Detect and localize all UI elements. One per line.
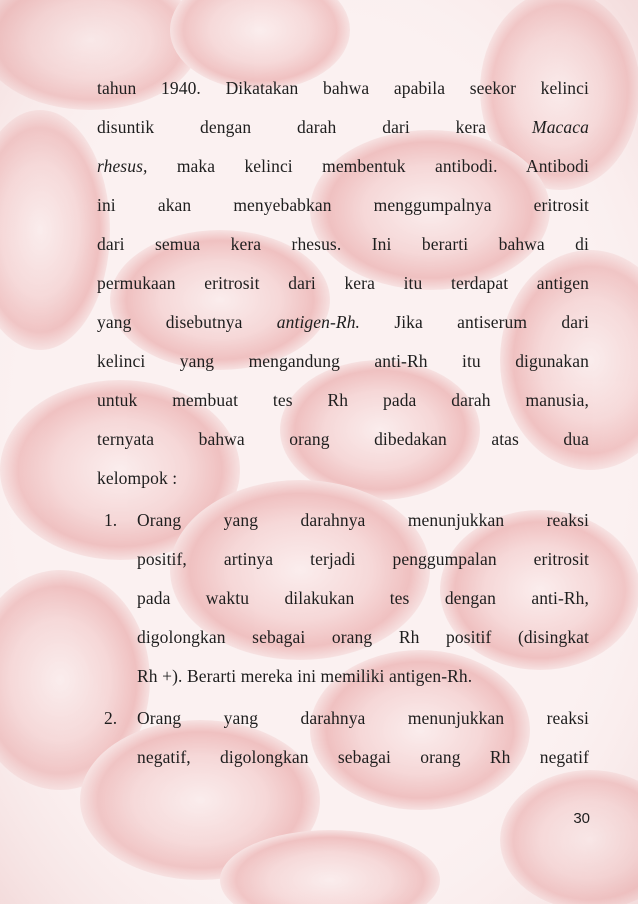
list-1-line-4: digolongkan sebagai orang Rh positif (disingkat [137, 627, 589, 647]
list-number-2: 2. [104, 708, 118, 728]
list-number-1: 1. [104, 510, 118, 530]
list-1-line-3: pada waktu dilakukan tes dengan anti-Rh, [137, 588, 589, 608]
paragraph-line-11: kelompok : [97, 468, 178, 488]
italic-antigen-rh: antigen-Rh. [276, 312, 361, 332]
paragraph-line-1: tahun 1940. Dikatakan bahwa apabila seekor kelinci [97, 78, 589, 98]
paragraph-line-9: untuk membuat tes Rh pada darah manusia, [97, 390, 589, 410]
paragraph-line-3 [97, 151, 589, 181]
list-2-line-2: negatif, digolongkan sebagai orang Rh negatif [137, 747, 589, 767]
italic-macaca: Macaca [532, 117, 589, 137]
paragraph-line-8: kelinci yang mengandung anti-Rh itu digunakan [97, 351, 589, 371]
list-2-line-1: Orang yang darahnya menunjukkan reaksi [137, 708, 589, 728]
line-3-text: maka kelinci membentuk antibodi. Antibodi [176, 156, 589, 176]
paragraph-line-4: ini akan menyebabkan menggumpalnya eritrosit [97, 195, 589, 215]
paragraph-line-2 [97, 112, 589, 142]
paragraph-line-10: ternyata bahwa orang dibedakan atas dua [97, 429, 589, 449]
paragraph-line-7 [97, 307, 589, 337]
paragraph-line-5: dari semua kera rhesus. Ini berarti bahwa di [97, 234, 589, 254]
italic-rhesus: rhesus, [97, 156, 148, 176]
line-7-tail: Jika antiserum dari [394, 312, 589, 332]
list-1-line-1: Orang yang darahnya menunjukkan reaksi [137, 510, 589, 530]
list-1-line-2: positif, artinya terjadi penggumpalan eritrosit [137, 549, 589, 569]
page-number: 30 [573, 810, 590, 827]
list-1-line-5: Rh +). Berarti mereka ini memiliki antigen-Rh. [137, 666, 473, 686]
line-7-text: yang disebutnya [97, 312, 243, 332]
line-2-text: disuntik dengan darah dari kera [97, 117, 487, 137]
paragraph-line-6: permukaan eritrosit dari kera itu terdapat antigen [97, 273, 589, 293]
